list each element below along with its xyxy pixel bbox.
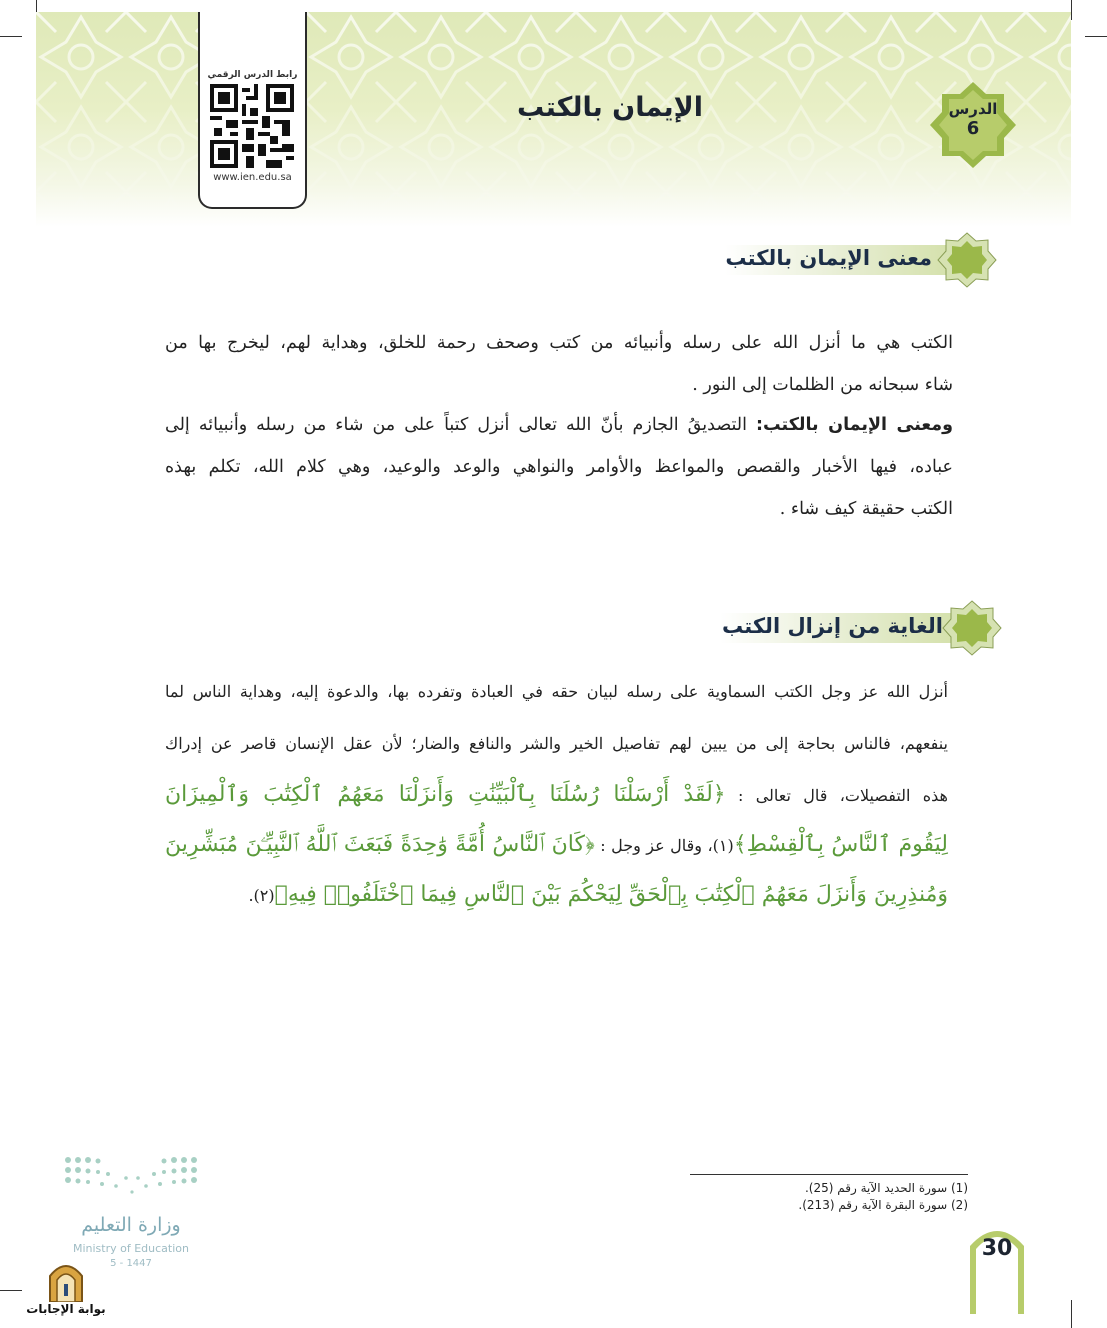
ministry-name-en: Ministry of Education bbox=[72, 1242, 189, 1255]
bold-term: ومعنى الإيمان بالكتب: bbox=[756, 415, 953, 435]
crop-mark bbox=[0, 36, 22, 37]
crop-mark bbox=[1071, 1300, 1072, 1328]
text-line bbox=[165, 404, 953, 446]
footnote: (1) سورة الحديد الآية رقم (25). bbox=[804, 1181, 968, 1195]
text-line: الكتب حقيقة كيف شاء . bbox=[779, 499, 953, 519]
quran-verse: ﴿لَقَدْ أَرْسَلْنَا رُسُلَنَا بِٱلْبَيِّنَٰتِ وَأَنزَلْنَا مَعَهُمُ ٱلْكِتَٰبَ وَٱلْمِيزَانَ bbox=[165, 782, 726, 807]
star-ornament-icon bbox=[942, 600, 1002, 656]
watermark-logo bbox=[26, 1258, 106, 1324]
section-heading-text: الغاية من إنزال الكتب bbox=[722, 614, 943, 638]
crop-mark bbox=[0, 1290, 22, 1291]
paragraph-meaning bbox=[165, 404, 953, 530]
lesson-label: الدرس bbox=[948, 100, 998, 118]
text-line: ينفعهم، فالناس بحاجة إلى من يبين لهم تفاصيل الخير والشر والنافع والضار؛ لأن عقل الإنسان قاصر عن إدراك bbox=[165, 734, 948, 753]
text-run: التصديقُ الجازم بأنّ الله تعالى أنزل كتباً على من شاء من رسله وأنبيائه إلى bbox=[165, 415, 757, 435]
qr-code-icon[interactable] bbox=[210, 84, 294, 168]
gate-icon bbox=[46, 1258, 86, 1302]
section-heading-meaning bbox=[725, 236, 1000, 282]
qr-label: رابط الدرس الرقمي bbox=[207, 70, 298, 80]
star-ornament-icon bbox=[937, 232, 997, 288]
ministry-logo bbox=[56, 1150, 206, 1275]
qr-card[interactable] bbox=[198, 12, 307, 209]
crop-mark bbox=[36, 0, 37, 12]
section-heading-purpose bbox=[720, 604, 1005, 650]
text-line: شاء سبحانه من الظلمات إلى النور . bbox=[692, 375, 953, 395]
quran-verse: وَمُنذِرِينَ وَأَنزَلَ مَعَهُمُ ٱلْكِتَٰبَ بِٱلْحَقِّ لِيَحْكُمَ بَيْنَ ٱلنَّاسِ فِيمَا ٱخْتَلَفُوا۟ فِيهِ﴾ bbox=[274, 882, 948, 907]
ministry-dots-icon bbox=[62, 1154, 202, 1200]
watermark-text: بوابة الإجابات bbox=[26, 1302, 106, 1316]
page-number: 30 bbox=[981, 1236, 1013, 1261]
lesson-number: 6 bbox=[966, 118, 980, 139]
page-title: الإيمان بالكتب bbox=[517, 92, 703, 123]
text-line-verse bbox=[165, 776, 948, 815]
footnote-ref: (٢). bbox=[248, 886, 275, 905]
page-number-badge-icon bbox=[966, 1218, 1028, 1314]
quran-verse: ﴿كَانَ ٱلنَّاسُ أُمَّةً وَٰحِدَةً فَبَعَثَ ٱللَّهُ ٱلنَّبِيِّـۧنَ مُبَشِّرِينَ bbox=[165, 832, 595, 857]
crop-mark bbox=[1085, 36, 1107, 37]
paragraph-definition bbox=[165, 322, 953, 406]
quran-verse: لِيَقُومَ ٱلنَّاسُ بِٱلْقِسْطِ﴾ bbox=[733, 832, 948, 857]
crop-mark bbox=[1071, 0, 1072, 20]
lesson-badge bbox=[930, 100, 1016, 140]
ministry-name-ar: وزارة التعليم bbox=[81, 1214, 181, 1236]
footnote-divider bbox=[690, 1174, 968, 1175]
qr-url[interactable]: www.ien.edu.sa bbox=[213, 172, 292, 183]
footnote: (2) سورة البقرة الآية رقم (213). bbox=[798, 1198, 968, 1212]
text-line: أنزل الله عز وجل الكتب السماوية على رسله لبيان حقه في العبادة وتفرده بها، والدعوة إليه، وهداية الناس لما bbox=[165, 682, 948, 701]
section-heading-text: معنى الإيمان بالكتب bbox=[725, 246, 932, 270]
text-line-verse bbox=[165, 826, 948, 865]
footnote-ref: (١)، وقال عز وجل : bbox=[594, 836, 734, 855]
text-run: هذه التفصيلات، قال تعالى : bbox=[725, 786, 948, 805]
text-line: الكتب هي ما أنزل الله على رسله وأنبيائه من كتب وصحف رحمة للخلق، وهداية لهم، ليخرج بها من bbox=[165, 333, 953, 353]
text-line: عباده، فيها الأخبار والقصص والمواعظ والأوامر والنواهي والوعد والوعيد، وهي كلام الله، تكلم بهذه bbox=[165, 457, 953, 477]
ministry-year: 5 - 1447 bbox=[110, 1258, 152, 1269]
text-line-verse bbox=[248, 876, 948, 915]
